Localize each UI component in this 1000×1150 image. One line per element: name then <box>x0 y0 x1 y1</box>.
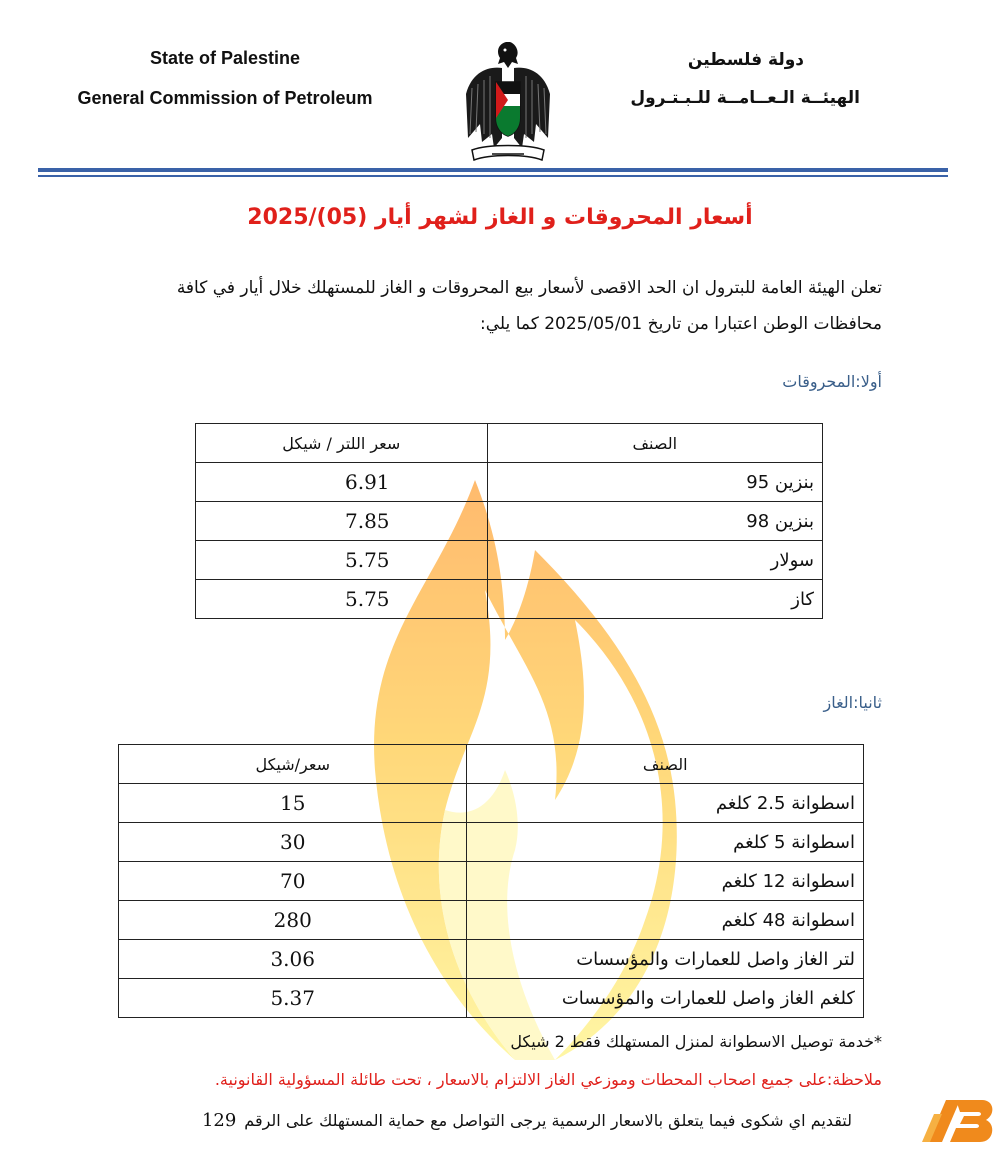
table-row <box>119 901 864 940</box>
header-ar-state: دولة فلسطين <box>687 50 804 70</box>
table-row <box>119 823 864 862</box>
fuel-price: 6.91 <box>196 463 488 502</box>
table-row <box>196 502 823 541</box>
gas-name: كلغم الغاز واصل للعمارات والمؤسسات <box>467 979 864 1018</box>
gas-price: 280 <box>119 901 467 940</box>
fuel-name: بنزين 98 <box>487 502 822 541</box>
column-header-price: سعر اللتر / شيكل <box>196 424 488 463</box>
gas-price: 3.06 <box>119 940 467 979</box>
table-row <box>119 862 864 901</box>
fuel-price: 5.75 <box>196 580 488 619</box>
table-row <box>196 580 823 619</box>
brand-logo-icon <box>920 1092 998 1150</box>
table-row <box>119 940 864 979</box>
fuel-name: بنزين 95 <box>487 463 822 502</box>
fuel-price: 7.85 <box>196 502 488 541</box>
complaint-note <box>202 1110 852 1131</box>
intro-paragraph: تعلن الهيئة العامة للبترول ان الحد الاقصى لأسعار بيع المحروقات و الغاز للمستهلك خلال أيار في كافة محافظات الوطن اعتبارا من تاريخ 2025/05/01 كما يلي: <box>176 278 882 334</box>
table-row <box>196 463 823 502</box>
table-header-row <box>119 745 864 784</box>
fuel-price-table <box>195 423 823 619</box>
column-header-price: سعر/شيكل <box>119 745 467 784</box>
column-header-type: الصنف <box>487 424 822 463</box>
complaint-number: 129 <box>201 1110 237 1131</box>
header-rule-thick <box>38 168 948 172</box>
table-row <box>119 979 864 1018</box>
table-row <box>119 784 864 823</box>
gas-price: 70 <box>119 862 467 901</box>
warning-note: ملاحظة:على جميع اصحاب المحطات وموزعي الغاز الالتزام بالاسعار ، تحت طائلة المسؤولية القانونية. <box>214 1070 882 1089</box>
gas-price: 15 <box>119 784 467 823</box>
fuel-name: كاز <box>487 580 822 619</box>
gas-name: اسطوانة 12 كلغم <box>467 862 864 901</box>
gas-section-heading: ثانيا:الغاز <box>823 693 882 712</box>
page-title: أسعار المحروقات و الغاز لشهر أيار (05)/2025 <box>247 205 753 230</box>
header-rule-thin <box>38 175 948 177</box>
fuel-section-heading: أولا:المحروقات <box>782 372 882 391</box>
gas-price: 5.37 <box>119 979 467 1018</box>
gas-name: اسطوانة 48 كلغم <box>467 901 864 940</box>
header-en-commission: General Commission of Petroleum <box>77 88 373 108</box>
table-row <box>196 541 823 580</box>
header-ar-commission: الهيئــة الـعــامــة للـبـتـرول <box>630 88 860 108</box>
gas-price-table <box>118 744 864 1018</box>
fuel-name: سولار <box>487 541 822 580</box>
table-header-row <box>196 424 823 463</box>
eagle-emblem-icon <box>458 38 558 166</box>
gas-price: 30 <box>119 823 467 862</box>
fuel-price: 5.75 <box>196 541 488 580</box>
column-header-type: الصنف <box>467 745 864 784</box>
complaint-text: لتقديم اي شكوى فيما يتعلق بالاسعار الرسمية يرجى التواصل مع حماية المستهلك على الرقم <box>244 1111 852 1130</box>
header-en-state: State of Palestine <box>149 48 301 68</box>
delivery-note: *خدمة توصيل الاسطوانة لمنزل المستهلك فقط 2 شيكل <box>510 1032 882 1051</box>
gas-name: اسطوانة 5 كلغم <box>467 823 864 862</box>
gas-name: لتر الغاز واصل للعمارات والمؤسسات <box>467 940 864 979</box>
gas-name: اسطوانة 2.5 كلغم <box>467 784 864 823</box>
